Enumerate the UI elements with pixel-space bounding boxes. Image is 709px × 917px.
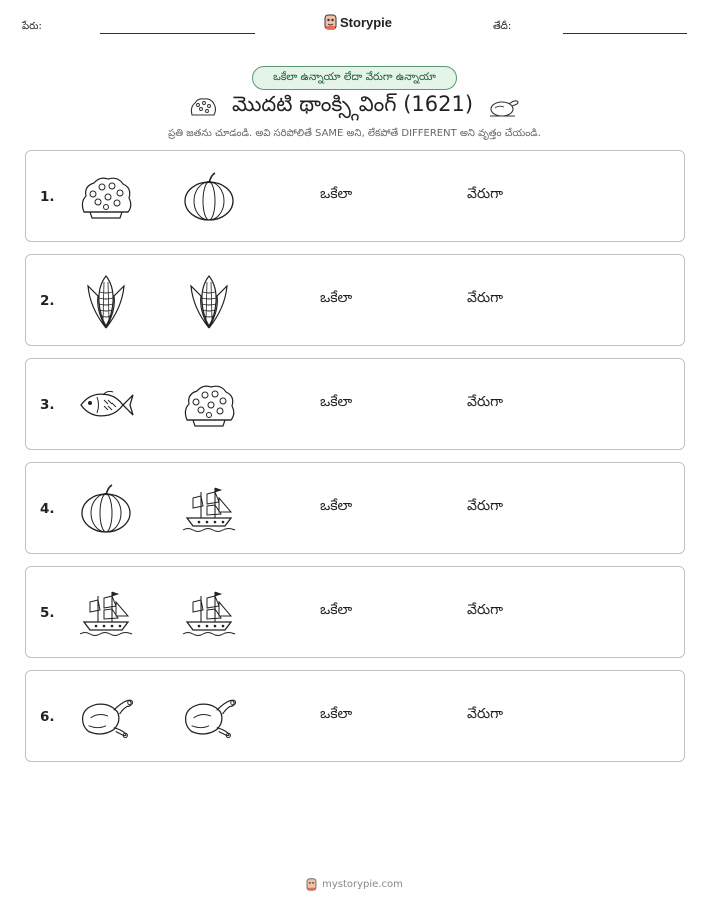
different-option[interactable]: వేరుగా [467, 186, 503, 202]
date-field-line[interactable] [563, 33, 687, 34]
exercise-row [25, 566, 685, 658]
row-number: 5. [40, 605, 55, 621]
same-option[interactable]: ఒకేలా [320, 602, 353, 618]
footer-url: mystorypie.com [322, 879, 403, 890]
pumpkin-icon [180, 169, 238, 225]
brand-name: Storypie [340, 14, 393, 30]
ship-icon [180, 585, 238, 641]
worksheet-type-badge: ఒకేలా ఉన్నాయా లేదా వేరుగా ఉన్నాయా [252, 66, 457, 90]
exercise-row [25, 254, 685, 346]
page-title: మొదటి థాంక్స్గివింగ్ (1621) [231, 92, 474, 116]
same-option[interactable]: ఒకేలా [320, 186, 353, 202]
exercise-row [25, 670, 685, 762]
same-option[interactable]: ఒకేలా [320, 498, 353, 514]
different-option[interactable]: వేరుగా [467, 602, 503, 618]
pie-icon [77, 169, 135, 225]
row-number: 6. [40, 709, 55, 725]
fish-icon [77, 377, 135, 433]
pie-icon [188, 95, 218, 119]
name-label: పేరు: [22, 21, 42, 32]
row-number: 3. [40, 397, 55, 413]
storypie-logo [324, 12, 392, 32]
same-option[interactable]: ఒకేలా [320, 290, 353, 306]
footer [0, 878, 709, 891]
storypie-mascot-icon [306, 878, 317, 891]
row-number: 4. [40, 501, 55, 517]
instructions: ప్రతి జతను చూడండి. అవి సరిపోలితే SAME అని, లేకపోతే DIFFERENT అని వృత్తం చేయండి. [168, 128, 541, 139]
corn-icon [180, 273, 238, 329]
different-option[interactable]: వేరుగా [467, 290, 503, 306]
name-field-line[interactable] [100, 33, 255, 34]
exercise-row [25, 358, 685, 450]
date-label: తేదీ: [493, 21, 512, 32]
pie-icon [180, 377, 238, 433]
ship-icon [180, 481, 238, 537]
pumpkin-icon [77, 481, 135, 537]
turkey-icon [180, 689, 238, 745]
row-number: 1. [40, 189, 55, 205]
turkey-icon [487, 95, 521, 119]
exercise-row [25, 150, 685, 242]
turkey-icon [77, 689, 135, 745]
storypie-mascot-icon [324, 14, 337, 30]
title-row [0, 90, 709, 124]
different-option[interactable]: వేరుగా [467, 706, 503, 722]
worksheet-header [0, 12, 709, 36]
same-option[interactable]: ఒకేలా [320, 394, 353, 410]
row-number: 2. [40, 293, 55, 309]
different-option[interactable]: వేరుగా [467, 394, 503, 410]
same-option[interactable]: ఒకేలా [320, 706, 353, 722]
different-option[interactable]: వేరుగా [467, 498, 503, 514]
exercise-row [25, 462, 685, 554]
ship-icon [77, 585, 135, 641]
corn-icon [77, 273, 135, 329]
